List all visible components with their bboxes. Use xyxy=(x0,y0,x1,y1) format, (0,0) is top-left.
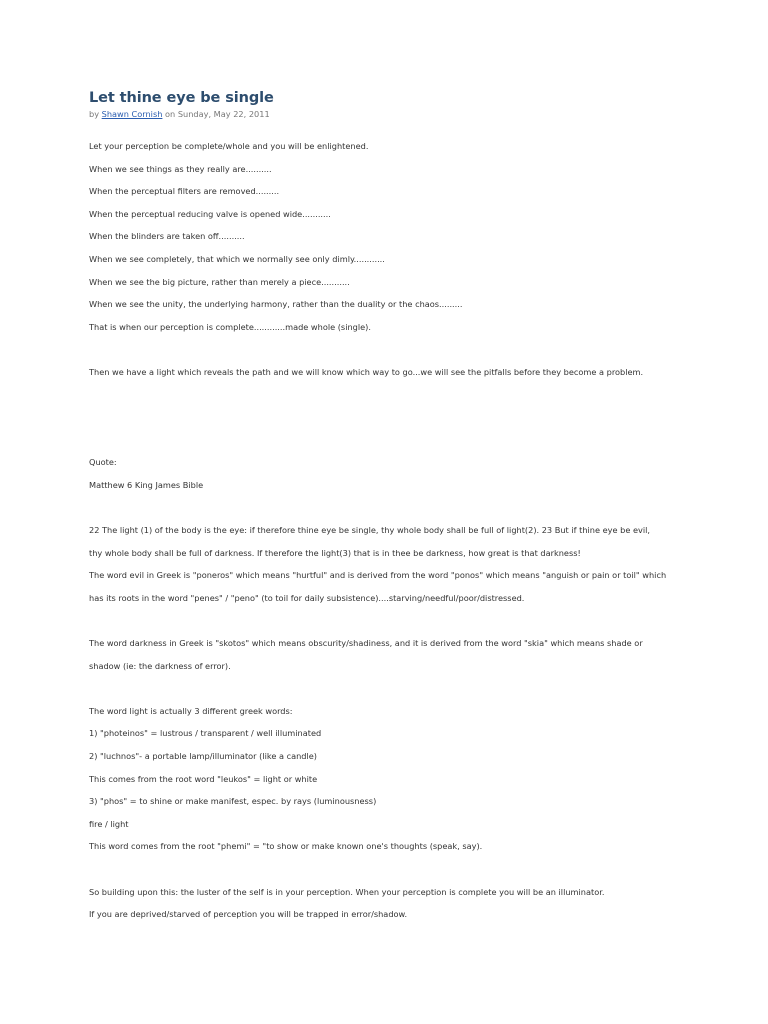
body-line: If you are deprived/starved of perception you will be trapped in error/shadow. xyxy=(89,909,408,920)
body-line: When the perceptual reducing valve is opened wide........... xyxy=(89,208,331,219)
body-line: When we see the big picture, rather than merely a piece........... xyxy=(89,276,350,287)
body-line: shadow (ie: the darkness of error). xyxy=(89,660,231,671)
paragraph-spacer xyxy=(89,677,689,700)
body-line: The word evil in Greek is "poneros" which means "hurtful" and is derived from the word "ponos" which means "anguish or pain or toil" which xyxy=(89,570,667,581)
body-line: When we see completely, that which we normally see only dimly............ xyxy=(89,253,385,264)
body-line: 3) "phos" = to shine or make manifest, espec. by rays (luminousness) xyxy=(89,796,377,807)
body-line: The word light is actually 3 different greek words: xyxy=(89,705,293,716)
body-line: 1) "photeinos" = lustrous / transparent / well illuminated xyxy=(89,728,322,739)
body-line: That is when our perception is complete............made whole (single). xyxy=(89,321,371,332)
body-line: This word comes from the root "phemi" = "to show or make known one's thoughts (speak, say). xyxy=(89,841,483,852)
paragraph-spacer xyxy=(89,609,689,632)
body-line: Quote: xyxy=(89,457,117,468)
paragraph-spacer xyxy=(89,384,689,407)
byline-prefix: by xyxy=(89,109,100,119)
post-date: Sunday, May 22, 2011 xyxy=(177,109,270,119)
paragraph-spacer xyxy=(89,406,689,429)
byline-date-prefix: on xyxy=(165,109,176,119)
post-byline xyxy=(89,108,689,120)
body-line: When we see the unity, the underlying harmony, rather than the duality or the chaos......... xyxy=(89,299,463,310)
blog-post xyxy=(89,88,689,926)
paragraph-spacer xyxy=(89,497,689,520)
body-line: 2) "luchnos"- a portable lamp/illuminator (like a candle) xyxy=(89,751,317,762)
body-line: fire / light xyxy=(89,818,129,829)
body-line: When the blinders are taken off.......... xyxy=(89,231,245,242)
paragraph-spacer xyxy=(89,338,689,361)
body-line: thy whole body shall be full of darkness. If therefore the light(3) that is in thee be darkness, how great is that darkness! xyxy=(89,547,581,558)
author-link[interactable]: Shawn Cornish xyxy=(101,109,163,119)
body-line: 22 The light (1) of the body is the eye: if therefore thine eye be single, thy whole body shall be full of light(2). 23 But if thine eye be evil, xyxy=(89,525,651,536)
paragraph-spacer xyxy=(89,858,689,881)
body-line: The word darkness in Greek is "skotos" which means obscurity/shadiness, and it is derived from the word "skia" which means shade or xyxy=(89,638,643,649)
body-line: Matthew 6 King James Bible xyxy=(89,479,204,490)
body-line: This comes from the root word "leukos" = light or white xyxy=(89,773,318,784)
paragraph-spacer xyxy=(89,429,689,452)
post-body xyxy=(89,135,689,926)
body-line: has its roots in the word "penes" / "peno" (to toil for daily subsistence)....starving/needful/poor/distressed. xyxy=(89,592,525,603)
body-line: Then we have a light which reveals the path and we will know which way to go...we will see the pitfalls before they become a problem. xyxy=(89,366,644,377)
body-line: When we see things as they really are.......... xyxy=(89,163,272,174)
body-line: When the perceptual filters are removed......... xyxy=(89,186,280,197)
post-title: Let thine eye be single xyxy=(89,90,274,106)
body-line: So building upon this: the luster of the self is in your perception. When your perception is complete you will be an illuminator. xyxy=(89,886,605,897)
body-line: Let your perception be complete/whole and you will be enlightened. xyxy=(89,141,369,151)
